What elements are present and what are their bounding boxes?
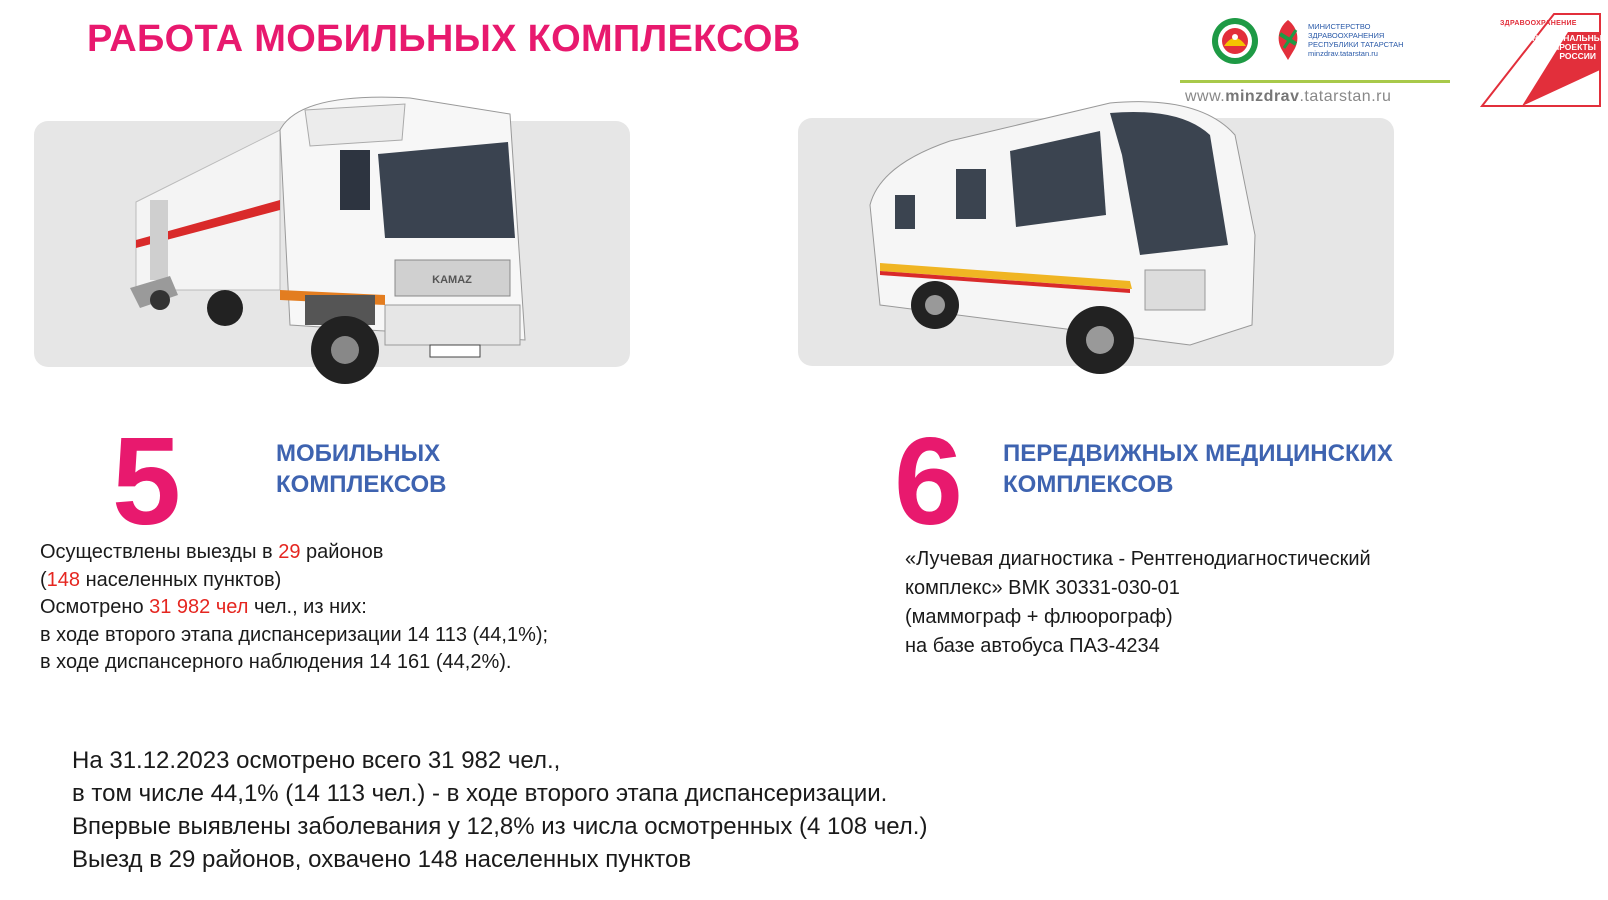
- header-divider: [1180, 80, 1450, 83]
- summary-line-4: Выезд в 29 районов, охвачено 148 населенных пунктов: [72, 846, 692, 873]
- truck-brand-text: KAMAZ: [432, 274, 472, 286]
- desc-line-5: в ходе диспансерного наблюдения 14 161 (44,2%).: [40, 651, 512, 673]
- medical-complexes-label-line-2: КОМПЛЕКСОВ: [1003, 471, 1174, 498]
- national-projects-text: НАЦИОНАЛЬНЫЕ ПРОЕКТЫ РОССИИ: [1532, 33, 1608, 61]
- desc-line-3-post: чел., из них:: [248, 596, 367, 618]
- right-desc-line-2: комплекс» ВМК 30331-030-01: [905, 577, 1180, 599]
- desc-line-1-pre: Осуществлены выезды в: [40, 541, 279, 563]
- ministry-line-2: РЕСПУБЛИКИ ТАТАРСТАН: [1308, 40, 1404, 49]
- settlements-count: 148: [46, 568, 81, 591]
- desc-line-2-pre: (: [40, 568, 47, 591]
- mobile-complexes-label-line-2: КОМПЛЕКСОВ: [276, 471, 447, 498]
- page-title: РАБОТА МОБИЛЬНЫХ КОМПЛЕКСОВ: [87, 18, 801, 60]
- truck-image: [130, 90, 560, 400]
- medical-complexes-description: [905, 545, 1465, 661]
- desc-line-3: [40, 594, 660, 622]
- summary-line-3: Впервые выявлены заболевания у 12,8% из числа осмотренных (4 108 чел.): [72, 813, 928, 840]
- mobile-complexes-count: 5: [112, 413, 181, 551]
- medical-complexes-count: 6: [894, 413, 963, 551]
- desc-line-3-pre: Осмотрено: [40, 596, 150, 618]
- right-desc-line-1: «Лучевая диагностика - Рентгенодиагностический: [905, 548, 1371, 570]
- desc-line-4: в ходе второго этапа диспансеризации 14 113 (44,1%);: [40, 623, 549, 646]
- mobile-complexes-description: [40, 539, 660, 677]
- desc-line-2: [40, 567, 660, 595]
- desc-line-2-post: населенных пунктов): [80, 568, 282, 591]
- summary-text: [72, 744, 927, 876]
- desc-line-1: [40, 539, 660, 567]
- site-url-suffix: .tatarstan.ru: [1299, 88, 1392, 105]
- examined-count: 31 982 чел: [149, 596, 249, 618]
- medical-complexes-label-line-1: ПЕРЕДВИЖНЫХ МЕДИЦИНСКИХ: [1003, 440, 1393, 467]
- ministry-line-3: minzdrav.tatarstan.ru: [1308, 49, 1378, 58]
- ministry-logo-icon: [1270, 18, 1306, 62]
- ministry-line-1: МИНИСТЕРСТВО ЗДРАВООХРАНЕНИЯ: [1308, 22, 1385, 40]
- bus-image: [860, 95, 1280, 385]
- mobile-complexes-label: [276, 438, 576, 500]
- districts-count: 29: [278, 541, 301, 563]
- right-desc-line-4: на базе автобуса ПАЗ-4234: [905, 635, 1160, 657]
- tatarstan-emblem-icon: [1210, 16, 1260, 66]
- site-url-bold: minzdrav: [1225, 88, 1300, 105]
- summary-line-2: в том числе 44,1% (14 113 чел.) - в ходе второго этапа диспансеризации.: [72, 780, 888, 807]
- summary-line-1: На 31.12.2023 осмотрено всего 31 982 чел.,: [72, 747, 561, 774]
- right-desc-line-3: (маммограф + флюорограф): [905, 606, 1173, 628]
- site-url-prefix: www.: [1185, 88, 1226, 105]
- national-projects-heading: ЗДРАВООХРАНЕНИЕ: [1500, 20, 1577, 27]
- medical-complexes-label: [1003, 438, 1503, 500]
- desc-line-1-post: районов: [300, 541, 384, 563]
- mobile-complexes-label-line-1: МОБИЛЬНЫХ: [276, 440, 441, 467]
- ministry-name: [1308, 22, 1443, 58]
